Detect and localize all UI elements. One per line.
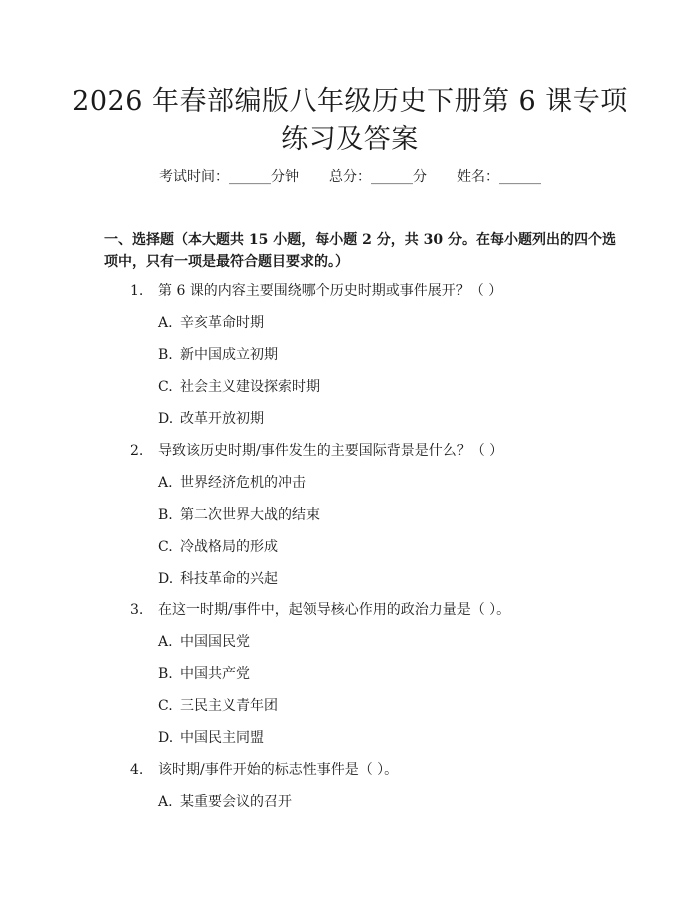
option-text: 中国民主同盟 <box>180 730 264 746</box>
question-2-option-b <box>158 505 638 525</box>
option-text: 辛亥革命时期 <box>180 315 264 331</box>
question-number: 3. <box>130 602 144 618</box>
option-letter: A. <box>158 634 173 650</box>
question-3-option-c <box>158 696 638 716</box>
document-title-line-1: 2026 年春部编版八年级历史下册第 6 课专项 <box>72 86 628 117</box>
option-letter: D. <box>158 571 174 587</box>
question-2-option-a <box>158 473 638 493</box>
question-3 <box>130 600 650 620</box>
question-text: 第 6 课的内容主要围绕哪个历史时期或事件展开？（ ） <box>158 283 503 299</box>
option-letter: D. <box>158 730 174 746</box>
option-letter: A. <box>158 794 173 810</box>
option-letter: D. <box>158 411 174 427</box>
question-4-option-a <box>158 792 638 812</box>
question-number: 2. <box>130 443 144 459</box>
question-1-option-b <box>158 345 638 365</box>
question-text: 该时期/事件开始的标志性事件是（ ）。 <box>158 762 399 778</box>
question-2-option-c <box>158 537 638 557</box>
option-text: 社会主义建设探索时期 <box>180 379 320 395</box>
section-heading-line-2: 项中，只有一项是最符合题目要求的。） <box>104 254 349 270</box>
question-1-option-a <box>158 313 638 333</box>
option-text: 中国国民党 <box>180 634 250 650</box>
option-text: 新中国成立初期 <box>180 347 278 363</box>
document-title-line-2: 练习及答案 <box>281 124 419 155</box>
option-text: 某重要会议的召开 <box>180 794 292 810</box>
question-4 <box>130 760 650 780</box>
question-1-option-d <box>158 409 638 429</box>
student-name-field: 姓名：______ <box>457 169 541 185</box>
exam-time-field: 考试时间：______分钟 <box>159 169 299 185</box>
question-text: 在这一时期/事件中，起领导核心作用的政治力量是（ ）。 <box>158 602 511 618</box>
option-text: 改革开放初期 <box>180 411 264 427</box>
option-letter: B. <box>158 507 173 523</box>
question-3-option-a <box>158 632 638 652</box>
question-1 <box>130 281 650 301</box>
exam-info <box>0 167 700 187</box>
option-letter: B. <box>158 666 173 682</box>
section-heading-line-1: 一、选择题（本大题共 15 小题，每小题 2 分，共 30 分。在每小题列出的四个选 <box>104 232 616 248</box>
option-letter: A. <box>158 475 173 491</box>
question-2 <box>130 441 650 461</box>
question-number: 1. <box>130 283 144 299</box>
question-3-option-d <box>158 728 638 748</box>
option-letter: C. <box>158 379 173 395</box>
option-text: 世界经济危机的冲击 <box>180 475 306 491</box>
question-3-option-b <box>158 664 638 684</box>
option-text: 中国共产党 <box>180 666 250 682</box>
question-text: 导致该历史时期/事件发生的主要国际背景是什么？（ ） <box>158 443 504 459</box>
question-1-option-c <box>158 377 638 397</box>
option-text: 科技革命的兴起 <box>180 571 278 587</box>
option-letter: B. <box>158 347 173 363</box>
option-text: 冷战格局的形成 <box>180 539 278 555</box>
option-text: 三民主义青年团 <box>180 698 278 714</box>
option-letter: C. <box>158 539 173 555</box>
total-score-field: 总分：______分 <box>329 169 427 185</box>
question-2-option-d <box>158 569 638 589</box>
option-letter: A. <box>158 315 173 331</box>
question-number: 4. <box>130 762 144 778</box>
option-text: 第二次世界大战的结束 <box>180 507 320 523</box>
option-letter: C. <box>158 698 173 714</box>
